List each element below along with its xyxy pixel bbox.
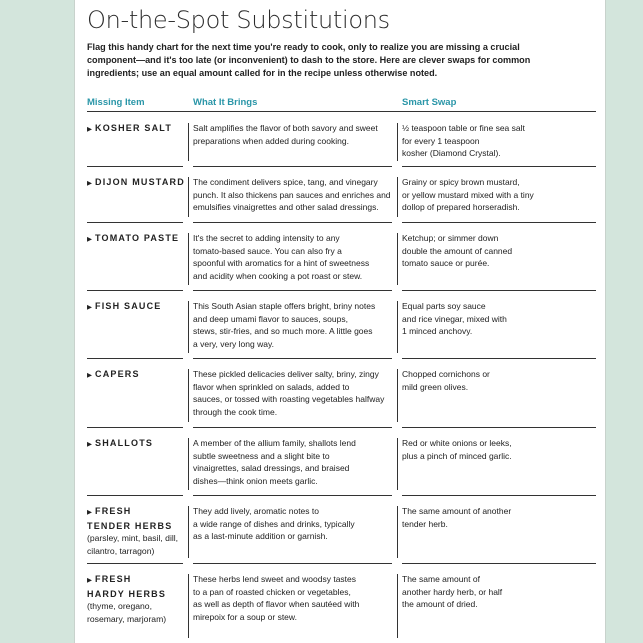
column-divider: [188, 123, 189, 161]
missing-item-name: FRESH: [95, 506, 132, 516]
column-divider: [397, 123, 398, 161]
bullet-arrow-icon: ▶: [87, 372, 92, 379]
substitution-chart-card: [74, 0, 606, 643]
column-divider: [188, 177, 189, 217]
missing-item-cell: [87, 505, 178, 557]
row-divider: [87, 358, 183, 359]
row-divider: [87, 563, 183, 564]
bullet-arrow-icon: ▶: [87, 577, 92, 584]
smart-swap-cell: Grainy or spicy brown mustard, or yellow mustard mixed with a tiny dollop of prepared horseradish.: [402, 177, 534, 213]
row-divider: [193, 290, 392, 291]
smart-swap-cell: Chopped cornichons or mild green olives.: [402, 369, 490, 392]
bullet-arrow-icon: ▶: [87, 236, 92, 243]
missing-item-name-line2: TENDER HERBS: [87, 520, 173, 531]
what-it-brings-cell: A member of the allium family, shallots lend subtle sweetness and a slight bite to vinaigrettes, salad dressings, and braised dishes—think onion meets garlic.: [193, 438, 356, 486]
what-it-brings-cell: This South Asian staple offers bright, briny notes and deep umami flavor to sauces, soups, stews, stir-fries, and so much more. A little goes a very, very long way.: [193, 301, 376, 349]
header-what-it-brings: What It Brings: [193, 97, 258, 108]
column-divider: [188, 233, 189, 285]
header-smart-swap: Smart Swap: [402, 97, 457, 108]
what-it-brings-cell: It's the secret to adding intensity to any tomato-based sauce. You can also fry a spoonful with aromatics for a hint of sweetness and acidity when cooking a pot roast or stew.: [193, 233, 370, 281]
row-divider: [402, 495, 596, 496]
row-divider: [402, 563, 596, 564]
missing-item-name: SHALLOTS: [95, 438, 154, 448]
bullet-arrow-icon: ▶: [87, 180, 92, 187]
what-it-brings-cell: They add lively, aromatic notes to a wide range of dishes and drinks, typically as a last-minute addition or garnish.: [193, 506, 355, 542]
column-divider: [397, 369, 398, 422]
smart-swap-cell: Ketchup; or simmer down double the amount of canned tomato sauce or purée.: [402, 233, 513, 269]
missing-item-cell: [87, 368, 140, 383]
missing-item-cell: [87, 573, 166, 625]
missing-item-examples: (parsley, mint, basil, dill, cilantro, tarragon): [87, 533, 179, 556]
column-divider: [397, 438, 398, 490]
row-divider: [402, 166, 596, 167]
what-it-brings-cell: These pickled delicacies deliver salty, briny, zingy flavor when sprinkled on salads, added to sauces, or tossed with roasting vegetables halfway through the cook time.: [193, 369, 385, 417]
missing-item-name-line2: HARDY HERBS: [87, 588, 167, 599]
row-divider: [402, 358, 596, 359]
row-divider: [402, 290, 596, 291]
column-divider: [188, 574, 189, 638]
row-divider: [402, 222, 596, 223]
missing-item-name: FRESH: [95, 574, 132, 584]
bullet-arrow-icon: ▶: [87, 126, 92, 133]
row-divider: [193, 166, 392, 167]
row-divider: [193, 427, 392, 428]
column-divider: [188, 438, 189, 490]
header-divider: [87, 111, 596, 112]
row-divider: [193, 222, 392, 223]
what-it-brings-cell: These herbs lend sweet and woodsy tastes to a pan of roasted chicken or vegetables, as well as depth of flavor when sautéed with mirepoix for a soup or stew.: [193, 574, 360, 622]
header-missing-item: Missing Item: [87, 97, 145, 108]
column-divider: [397, 301, 398, 353]
intro-paragraph: Flag this handy chart for the next time you're ready to cook, only to realize you are missing a crucial component—and it's too late (or inconvenient) to dash to the store. Here are clever swaps for common ingredients; use an equal amount called for in the recipe unless otherwise noted.: [87, 42, 531, 78]
row-divider: [87, 222, 183, 223]
what-it-brings-cell: The condiment delivers spice, tang, and vinegary punch. It also thickens pan sauces and enriches and emulsifies vinaigrettes and other salad dressings.: [193, 177, 391, 213]
column-divider: [188, 369, 189, 422]
column-divider: [397, 177, 398, 217]
missing-item-name: TOMATO PASTE: [95, 233, 180, 243]
bullet-arrow-icon: ▶: [87, 304, 92, 311]
missing-item-name: CAPERS: [95, 369, 140, 379]
smart-swap-cell: The same amount of another tender herb.: [402, 506, 512, 529]
row-divider: [87, 427, 183, 428]
row-divider: [193, 495, 392, 496]
column-divider: [188, 301, 189, 353]
missing-item-cell: [87, 176, 185, 191]
smart-swap-cell: ½ teaspoon table or fine sea salt for every 1 teaspoon kosher (Diamond Crystal).: [402, 123, 525, 159]
column-divider: [397, 233, 398, 285]
row-divider: [87, 166, 183, 167]
smart-swap-cell: The same amount of another hardy herb, or half the amount of dried.: [402, 574, 503, 610]
row-divider: [193, 358, 392, 359]
missing-item-cell: [87, 232, 179, 247]
smart-swap-cell: Red or white onions or leeks, plus a pinch of minced garlic.: [402, 438, 512, 461]
row-divider: [87, 290, 183, 291]
missing-item-cell: [87, 437, 153, 452]
column-divider: [188, 506, 189, 558]
bullet-arrow-icon: ▶: [87, 441, 92, 448]
page-title: On-the-Spot Substitutions: [87, 6, 390, 34]
column-divider: [397, 506, 398, 558]
missing-item-examples: (thyme, oregano, rosemary, marjoram): [87, 601, 167, 624]
missing-item-name: FISH SAUCE: [95, 301, 162, 311]
missing-item-name: KOSHER SALT: [95, 123, 173, 133]
missing-item-name: DIJON MUSTARD: [95, 177, 185, 187]
row-divider: [402, 427, 596, 428]
column-divider: [397, 574, 398, 638]
smart-swap-cell: Equal parts soy sauce and rice vinegar, mixed with 1 minced anchovy.: [402, 301, 507, 337]
bullet-arrow-icon: ▶: [87, 509, 92, 516]
missing-item-cell: [87, 122, 172, 137]
row-divider: [87, 495, 183, 496]
what-it-brings-cell: Salt amplifies the flavor of both savory and sweet preparations when added during cooking.: [193, 123, 378, 146]
row-divider: [193, 563, 392, 564]
missing-item-cell: [87, 300, 162, 315]
